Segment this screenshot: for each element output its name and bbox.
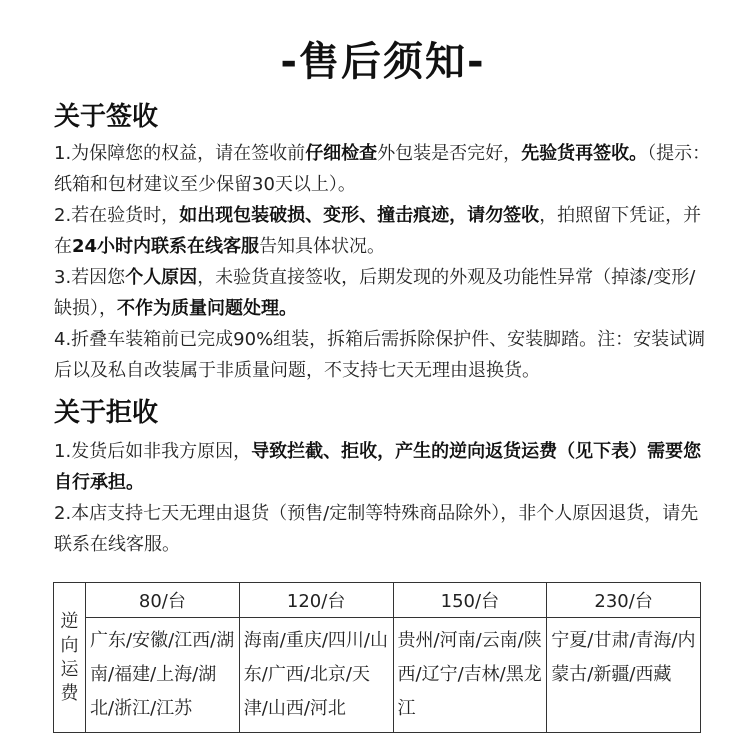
sign-rule-1 — [54, 138, 712, 200]
fee-table-header-row — [54, 583, 701, 618]
sign-rule-2 — [54, 200, 712, 262]
sign-rule-1-tip: （提示：纸箱和包材建议至少保留30天以上）。 — [54, 143, 711, 195]
sign-rule-2-emphasis-refuse: 如出现包装破损、变形、撞击痕迹，请勿签收 — [179, 205, 540, 226]
sign-rule-4 — [54, 324, 712, 386]
reject-rule-2 — [54, 498, 712, 560]
sign-rule-3-emphasis-not-quality: 不作为质量问题处理。 — [117, 298, 297, 319]
sign-rule-1-text-c: 外包装是否完好， — [377, 143, 522, 164]
reject-rule-1-text-a: 1.发货后如非我方原因， — [54, 441, 252, 462]
sign-rule-1-emphasis-check: 仔细检查 — [305, 143, 378, 164]
section-heading-reject: 关于拒收 — [54, 398, 159, 428]
fee-table-regions-230: 宁夏/甘肃/青海/内蒙古/新疆/西藏 — [547, 618, 701, 733]
reject-rule-1-emphasis: 导致拦截、拒收，产生的逆向返货运费（见下表）需要您自行承担。 — [54, 441, 702, 493]
sign-rule-3-text-c: ，未验货直接签收，后期发现的外观及功能性异常（掉漆/变形/缺损）， — [54, 267, 696, 319]
sign-rule-2-emphasis-contact: 24小时内联系在线客服 — [72, 236, 260, 257]
page-title: -售后须知- — [280, 39, 486, 85]
section-heading-sign: 关于签收 — [54, 102, 159, 132]
fee-table-regions-150: 贵州/河南/云南/陕西/辽宁/吉林/黑龙江 — [393, 618, 547, 733]
fee-table-header-150: 150/台 — [393, 583, 547, 618]
reject-rule-1 — [54, 436, 712, 498]
sign-rule-4-text: 4.折叠车装箱前已完成90%组装，拆箱后需拆除保护件、安装脚踏。注：安装试调后以及私自改装属于非质量问题，不支持七天无理由退换货。 — [54, 329, 706, 381]
sign-rule-2-text-e: 告知具体状况。 — [259, 236, 386, 257]
sign-rule-3-emphasis-personal: 个人原因 — [125, 267, 198, 288]
reject-rule-2-text: 2.本店支持七天无理由退货（预售/定制等特殊商品除外），非个人原因退货，请先联系在线客服。 — [54, 503, 699, 555]
fee-table-side-label: 逆向运费 — [54, 583, 86, 733]
sign-rule-3 — [54, 262, 712, 324]
sign-rule-3-text-a: 3.若因您 — [54, 267, 126, 288]
sign-rule-1-emphasis-inspect: 先验货再签收。 — [521, 143, 648, 164]
fee-table-regions-120: 海南/重庆/四川/山东/广西/北京/天津/山西/河北 — [239, 618, 393, 733]
sign-rule-2-text-a: 2.若在验货时， — [54, 205, 180, 226]
fee-table-regions-row — [54, 618, 701, 733]
return-shipping-fee-table — [53, 582, 701, 733]
sign-rule-2-text-c: ，拍照留下凭证，并在 — [54, 205, 702, 257]
fee-table-header-120: 120/台 — [239, 583, 393, 618]
fee-table-header-80: 80/台 — [86, 583, 240, 618]
fee-table-header-230: 230/台 — [547, 583, 701, 618]
fee-table-regions-80: 广东/安徽/江西/湖南/福建/上海/湖北/浙江/江苏 — [86, 618, 240, 733]
sign-rule-1-text-a: 1.为保障您的权益，请在签收前 — [54, 143, 306, 164]
